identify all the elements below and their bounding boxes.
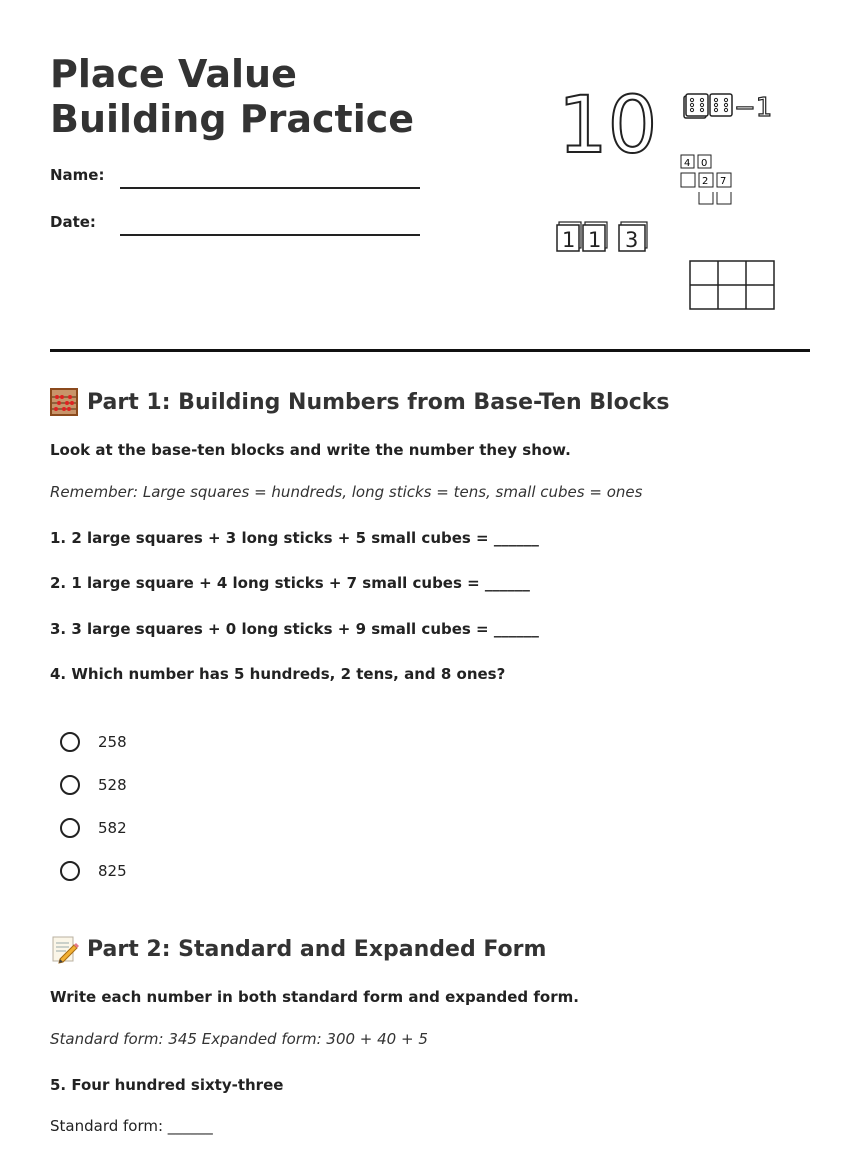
svg-text:1: 1: [562, 228, 576, 252]
question-5: 5. Four hundred sixty-three: [50, 1076, 284, 1094]
svg-text:2: 2: [702, 176, 709, 187]
dice-minus-text: −1: [734, 93, 773, 123]
option-258[interactable]: [60, 730, 127, 754]
part1-instruction: Look at the base-ten blocks and write the number they show.: [50, 441, 571, 459]
page-title: Place Value Building Practice: [50, 52, 415, 141]
option-label: 582: [98, 819, 127, 837]
part2-heading-text: Part 2: Standard and Expanded Form: [87, 936, 547, 962]
name-field[interactable]: [120, 187, 420, 189]
memo-pencil-icon: [50, 935, 78, 963]
svg-text:7: 7: [720, 176, 727, 187]
option-label: 825: [98, 862, 127, 880]
svg-text:1: 1: [588, 228, 602, 252]
standard-form-answer[interactable]: Standard form: ______: [50, 1117, 213, 1135]
svg-text:3: 3: [625, 228, 639, 252]
date-label: Date:: [50, 213, 96, 231]
question-4: 4. Which number has 5 hundreds, 2 tens, and 8 ones?: [50, 665, 506, 683]
ten-frame-icon: [688, 259, 778, 313]
question-3: 3. 3 large squares + 0 long sticks + 9 small cubes = ______: [50, 620, 539, 638]
option-528[interactable]: [60, 773, 127, 797]
radio-button[interactable]: [60, 775, 80, 795]
radio-button[interactable]: [60, 818, 80, 838]
svg-text:4: 4: [684, 158, 691, 169]
radio-button[interactable]: [60, 861, 80, 881]
option-label: 528: [98, 776, 127, 794]
option-label: 258: [98, 733, 127, 751]
svg-text:0: 0: [701, 158, 708, 169]
part2-instruction: Write each number in both standard form and expanded form.: [50, 988, 579, 1006]
radio-button[interactable]: [60, 732, 80, 752]
abacus-icon: [50, 388, 78, 416]
part2-heading: [50, 935, 546, 963]
part1-heading: [50, 388, 669, 416]
header-divider: [50, 349, 810, 352]
part1-heading-text: Part 1: Building Numbers from Base-Ten Blocks: [87, 389, 670, 415]
dice-minus-one-icon: [682, 92, 778, 126]
big-ten-text: 10: [558, 81, 658, 171]
place-value-grid-icon: [678, 152, 742, 208]
big-ten-icon: [556, 81, 658, 171]
question-1: 1. 2 large squares + 3 long sticks + 5 small cubes = ______: [50, 529, 539, 547]
part2-hint: Standard form: 345 Expanded form: 300 + 40 + 5: [50, 1030, 428, 1048]
option-825[interactable]: [60, 859, 127, 883]
option-582[interactable]: [60, 816, 127, 840]
name-label: Name:: [50, 166, 105, 184]
date-field[interactable]: [120, 234, 420, 236]
part1-hint: Remember: Large squares = hundreds, long sticks = tens, small cubes = ones: [50, 483, 643, 501]
question-2: 2. 1 large square + 4 long sticks + 7 small cubes = ______: [50, 574, 530, 592]
number-blocks-icon: [554, 220, 654, 254]
